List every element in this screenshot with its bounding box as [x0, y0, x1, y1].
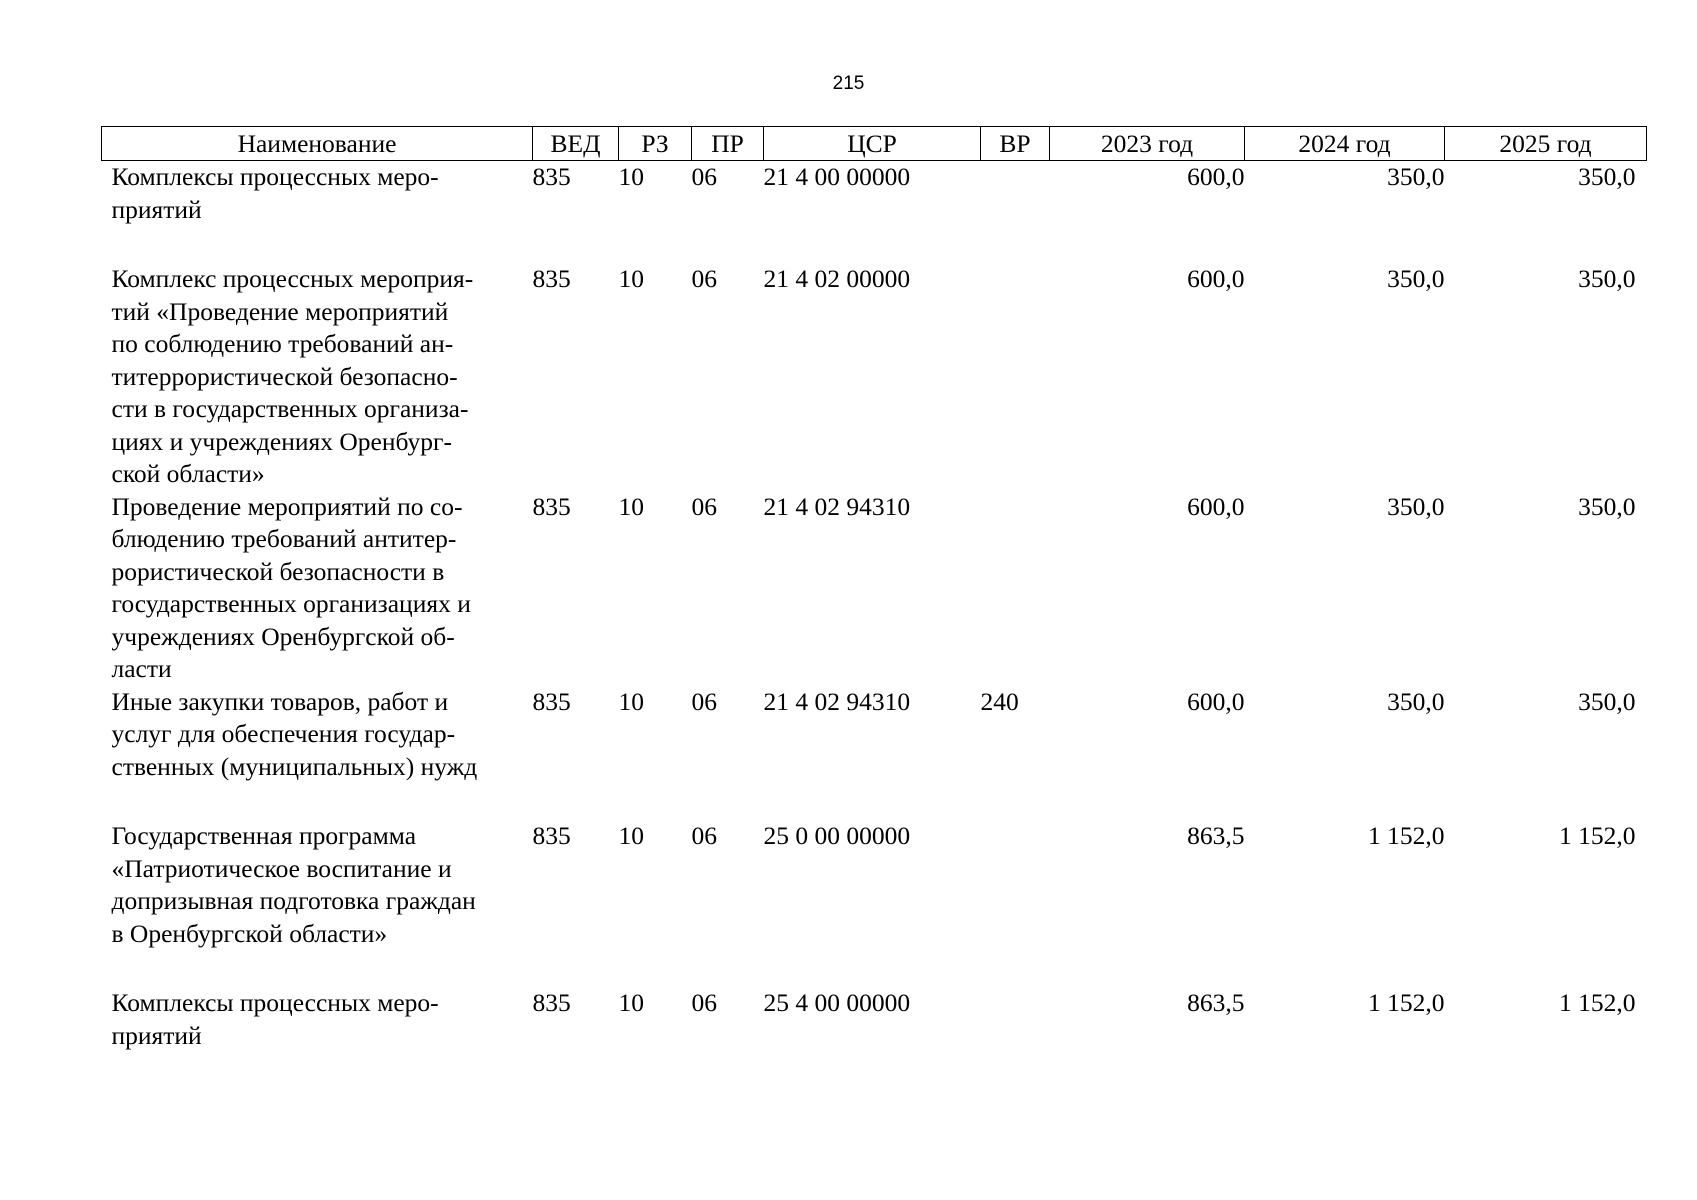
row-name — [102, 263, 533, 491]
row-2024: 1 152,0 — [1368, 988, 1445, 1017]
row-vr — [981, 987, 1050, 1052]
row-vr — [981, 161, 1050, 264]
header-2024: 2024 год — [1245, 127, 1445, 161]
row-rz: 10 — [618, 821, 644, 850]
row-name-line: государственных организациях и — [111, 589, 471, 618]
page-number: 215 — [832, 73, 865, 94]
row-vr: 240 — [980, 686, 1019, 716]
row-name-line: блюдению требований антитер- — [111, 524, 457, 553]
row-name-line: Комплексы процессных меро- — [111, 162, 439, 191]
row-vr — [981, 820, 1050, 987]
row-2024: 350,0 — [1387, 491, 1445, 521]
row-name-line: допризывная подготовка граждан — [111, 886, 476, 915]
row-name-line: учреждениях Оренбургской об- — [111, 621, 455, 651]
row-csr: 21 4 00 00000 — [763, 162, 911, 191]
row-name-line: сти в государственных организа- — [111, 394, 469, 423]
table-row — [102, 161, 1647, 264]
table-row — [102, 987, 1647, 1052]
row-name-line: ласти — [111, 654, 172, 683]
row-name-line: тий «Проведение мероприятий — [111, 296, 449, 326]
row-2023: 863,5 — [1187, 821, 1245, 850]
row-2024: 350,0 — [1387, 686, 1445, 716]
row-name-line: Государственная программа — [111, 821, 417, 850]
row-name — [102, 987, 533, 1052]
row-ved: 835 — [532, 686, 571, 716]
row-pr: 06 — [691, 988, 717, 1017]
header-2023: 2023 год — [1050, 127, 1245, 161]
row-2023: 600,0 — [1187, 162, 1245, 191]
row-rz: 10 — [618, 988, 644, 1017]
row-pr: 06 — [691, 264, 717, 293]
row-rz: 10 — [618, 686, 644, 716]
row-vr — [981, 491, 1050, 686]
table-body — [102, 161, 1647, 1053]
row-name — [102, 820, 533, 987]
row-rz: 10 — [618, 162, 644, 191]
row-pr: 06 — [691, 821, 717, 850]
row-2023: 600,0 — [1187, 491, 1245, 521]
row-name-line: приятий — [111, 1020, 202, 1050]
row-ved: 835 — [532, 491, 571, 521]
row-csr: 25 0 00 00000 — [763, 821, 911, 850]
table-header — [102, 127, 1647, 161]
row-csr: 21 4 02 94310 — [763, 491, 911, 521]
table-row — [102, 820, 1647, 987]
row-csr: 21 4 02 94310 — [763, 686, 911, 716]
row-2023: 600,0 — [1187, 264, 1245, 293]
row-pr: 06 — [691, 686, 717, 716]
row-2025: 350,0 — [1578, 162, 1636, 191]
row-name-line: в Оренбургской области» — [111, 918, 388, 948]
row-vr — [981, 263, 1050, 491]
header-pr: ПР — [692, 127, 764, 161]
row-ved: 835 — [532, 264, 571, 293]
row-pr: 06 — [691, 491, 717, 521]
table-row — [102, 686, 1647, 821]
row-2025: 350,0 — [1578, 491, 1636, 521]
table-row — [102, 263, 1647, 491]
row-name — [102, 161, 533, 264]
row-name-line: циях и учреждениях Оренбург- — [111, 426, 452, 456]
row-name — [102, 686, 533, 821]
row-name-line: ской области» — [111, 459, 265, 488]
row-name-line: по соблюдению требований ан- — [111, 329, 454, 358]
row-2023: 863,5 — [1187, 988, 1245, 1017]
row-2025: 1 152,0 — [1559, 821, 1636, 850]
row-name-line: Иные закупки товаров, работ и — [111, 686, 449, 716]
row-2023: 600,0 — [1187, 686, 1245, 716]
row-rz: 10 — [618, 264, 644, 293]
table-row — [102, 491, 1647, 686]
row-name-line: услуг для обеспечения государ- — [111, 719, 456, 748]
header-name: Наименование — [102, 127, 533, 161]
row-name — [102, 491, 533, 686]
header-rz: РЗ — [619, 127, 692, 161]
row-name-line: Комплексы процессных меро- — [111, 988, 439, 1017]
row-2025: 350,0 — [1578, 264, 1636, 293]
row-name-line: титеррористической безопасно- — [111, 361, 458, 391]
row-pr: 06 — [691, 162, 717, 191]
header-csr: ЦСР — [764, 127, 981, 161]
row-name-line: Комплекс процессных мероприя- — [111, 264, 474, 293]
row-2025: 350,0 — [1578, 686, 1636, 716]
row-name-line: «Патриотическое воспитание и — [111, 853, 452, 883]
row-ved: 835 — [532, 988, 571, 1017]
row-ved: 835 — [532, 821, 571, 850]
row-name-line: ственных (муниципальных) нужд — [111, 751, 478, 781]
row-2024: 350,0 — [1387, 264, 1445, 293]
header-2025: 2025 год — [1445, 127, 1647, 161]
row-rz: 10 — [618, 491, 644, 521]
row-csr: 21 4 02 00000 — [763, 264, 911, 293]
row-2024: 1 152,0 — [1368, 821, 1445, 850]
row-ved: 835 — [532, 162, 571, 191]
header-ved: ВЕД — [533, 127, 619, 161]
row-csr: 25 4 00 00000 — [763, 988, 911, 1017]
budget-table — [101, 126, 1647, 1052]
row-2025: 1 152,0 — [1559, 988, 1636, 1017]
header-row — [102, 127, 1647, 161]
row-name-line: Проведение мероприятий по со- — [111, 491, 463, 521]
row-name-line: приятий — [111, 194, 202, 224]
header-vr: ВР — [981, 127, 1050, 161]
row-name-line: рористической безопасности в — [111, 556, 445, 586]
row-2024: 350,0 — [1387, 162, 1445, 191]
